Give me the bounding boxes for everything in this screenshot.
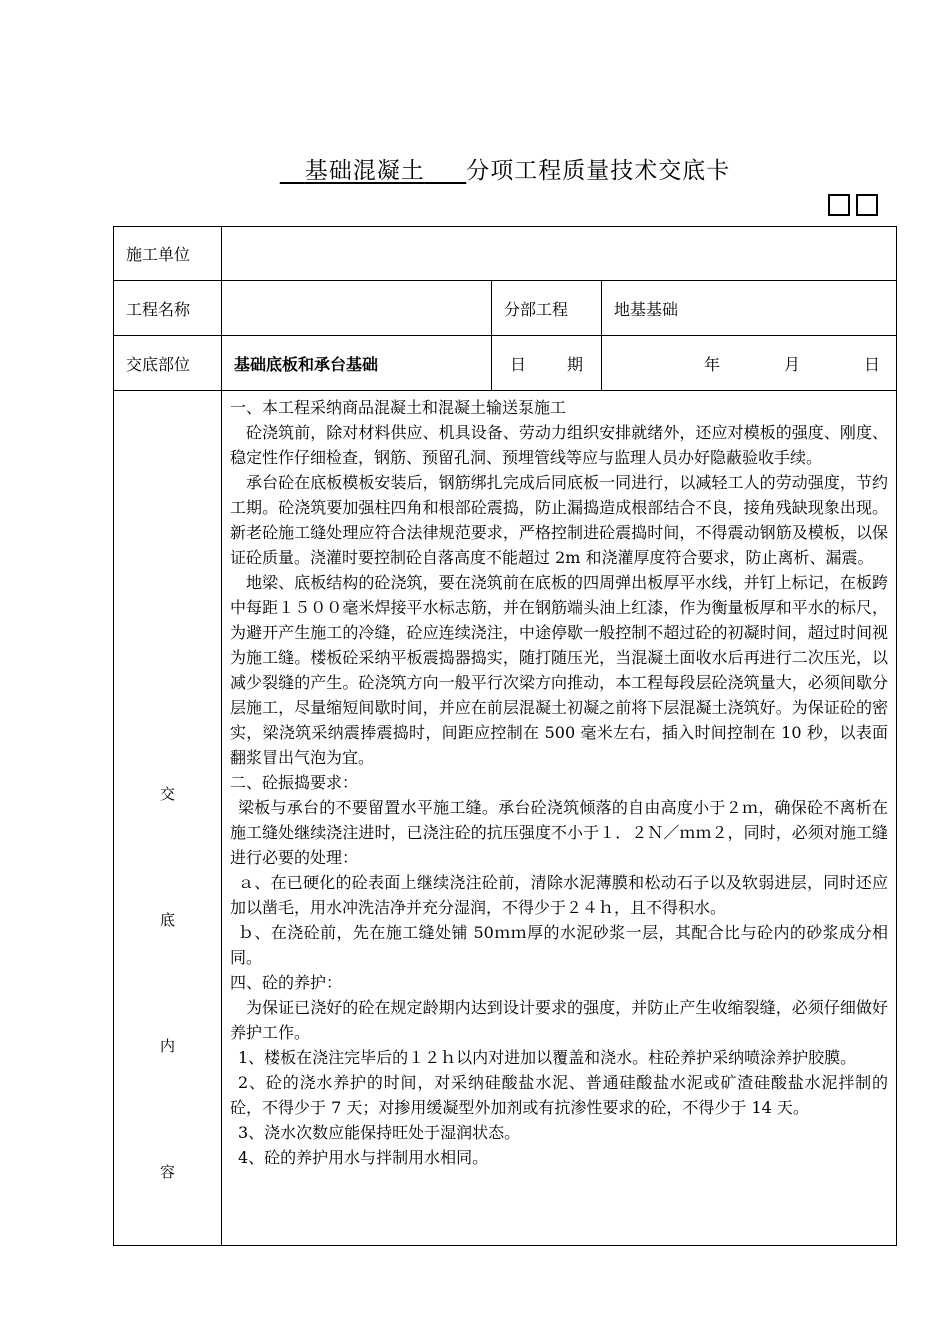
side-char-1: 交 (159, 785, 175, 803)
check-boxes (828, 194, 878, 216)
content-paragraph: 地梁、底板结构的砼浇筑，要在浇筑前在底板的四周弹出板厚平水线，并钉上标记，在板跨中每距１５００毫米焊接平水标志筋，并在钢筋端头油上红漆，作为衡量板厚和平水的标尺，为避开产生施工的冷缝，砼应连续浇注，中途停歇一般控制不超过砼的初凝时间，超过时间视为施工缝。楼板砼采纳平板震捣器捣实，随打随压光，当混凝土面收水后再进行二次压光，以减少裂缝的产生。砼浇筑方向一般平行次梁方向推动，本工程每段层砼浇筑量大，必须间歇分层施工，尽量缩短间歇时间，并应在前层混凝土初凝之前将下层混凝土浇筑好。为保证砼的密实，梁浇筑采纳震捧震捣时，间距应控制在 500 毫米左右，插入时间控制在 10 秒，以表面翻浆冒出气泡为宜。 (230, 573, 889, 767)
value-construction-unit (222, 227, 897, 281)
title-subject: 基础混凝土 (304, 158, 425, 184)
document-title (0, 152, 950, 185)
content-item-2: 2、砼的浇水养护的时间，对采纳硅酸盐水泥、普通硅酸盐水泥或矿渣硅酸盐水泥拌制的砼，不得少于 7 天；对掺用缓凝型外加剂或有抗渗性要求的砼，不得少于 14 天。 (230, 1073, 889, 1117)
content-heading-2: 二、砼振捣要求： (230, 773, 359, 792)
content-paragraph: 为保证已浇好的砼在规定龄期内达到设计要求的强度，并防止产生收缩裂缝，必须仔细做好养护工作。 (230, 998, 889, 1042)
title-main: 分项工程质量技术交底卡 (466, 158, 731, 184)
date-day: 日 (864, 354, 881, 374)
content-item-1: 1、楼板在浇注完毕后的１２ｈ以内对进加以覆盖和浇水。柱砼养护采纳喷涂养护胶膜。 (238, 1048, 857, 1067)
date-year: 年 (704, 354, 721, 374)
checkbox-2[interactable] (856, 194, 878, 216)
value-project-name (222, 281, 492, 336)
side-char-3: 内 (159, 1037, 175, 1055)
row-content (114, 391, 897, 1246)
content-item-3: 3、浇水次数应能保持旺处于湿润状态。 (238, 1123, 521, 1142)
label-construction-unit: 施工单位 (114, 227, 222, 281)
label-project-name: 工程名称 (114, 281, 222, 336)
value-sub-project: 地基基础 (602, 281, 897, 336)
checkbox-1[interactable] (828, 194, 850, 216)
date-month: 月 (784, 354, 801, 374)
row-construction-unit (114, 227, 897, 281)
content-body (222, 391, 897, 1246)
content-heading-1: 一、本工程采纳商品混凝土和混凝土输送泵施工 (230, 398, 567, 417)
label-disclosure-part: 交底部位 (114, 336, 222, 391)
row-disclosure-part (114, 336, 897, 391)
content-paragraph: 梁板与承台的不要留置水平施工缝。承台砼浇筑倾落的自由高度小于２ｍ，确保砼不离析在施工缝处继续浇注进时，已浇注砼的抗压强度不小于１．２Ｎ／ｍｍ２，同时，必须对施工缝进行必要的处理： (230, 798, 889, 867)
content-item-b: ｂ、在浇砼前，先在施工缝处铺 50ｍｍ厚的水泥砂浆一层，其配合比与砼内的砂浆成分相同。 (230, 923, 889, 967)
content-item-a: ａ、在已硬化的砼表面上继续浇注砼前，清除水泥薄膜和松动石子以及软弱进层，同时还应加以凿毛，用水冲洗洁净并充分湿润，不得少于２４ｈ，且不得积水。 (230, 873, 889, 917)
content-paragraph: 砼浇筑前，除对材料供应、机具设备、劳动力组织安排就绪外，还应对模板的强度、刚度、稳定性作仔细检查，钢筋、预留孔洞、预埋管线等应与监理人员办好隐蔽验收手续。 (230, 423, 889, 467)
content-paragraph: 承台砼在底板模板安装后，钢筋绑扎完成后同底板一同进行，以减轻工人的劳动强度，节约工期。砼浇筑要加强柱四角和根部砼震捣，防止漏捣造成根部结合不良，接角残缺现象出现。新老砼施工缝处理应符合法律规范要求，严格控制进砼震捣时间，不得震动钢筋及模板，以保证砼质量。浇灌时要控制砼自落高度不能超过 2m 和浇灌厚度符合要求，防止离析、漏震。 (230, 473, 889, 567)
side-char-4: 容 (159, 1163, 175, 1181)
label-date: 日 期 (492, 336, 602, 391)
content-item-4: 4、砼的养护用水与拌制用水相同。 (238, 1148, 489, 1167)
row-project-name (114, 281, 897, 336)
label-sub-project: 分部工程 (492, 281, 602, 336)
content-heading-4: 四、砼的养护： (230, 973, 343, 992)
disclosure-table (113, 226, 897, 1246)
value-disclosure-part: 基础底板和承台基础 (222, 336, 492, 391)
label-disclosure-content (114, 391, 222, 1246)
side-char-2: 底 (159, 911, 175, 929)
value-date (602, 336, 897, 391)
